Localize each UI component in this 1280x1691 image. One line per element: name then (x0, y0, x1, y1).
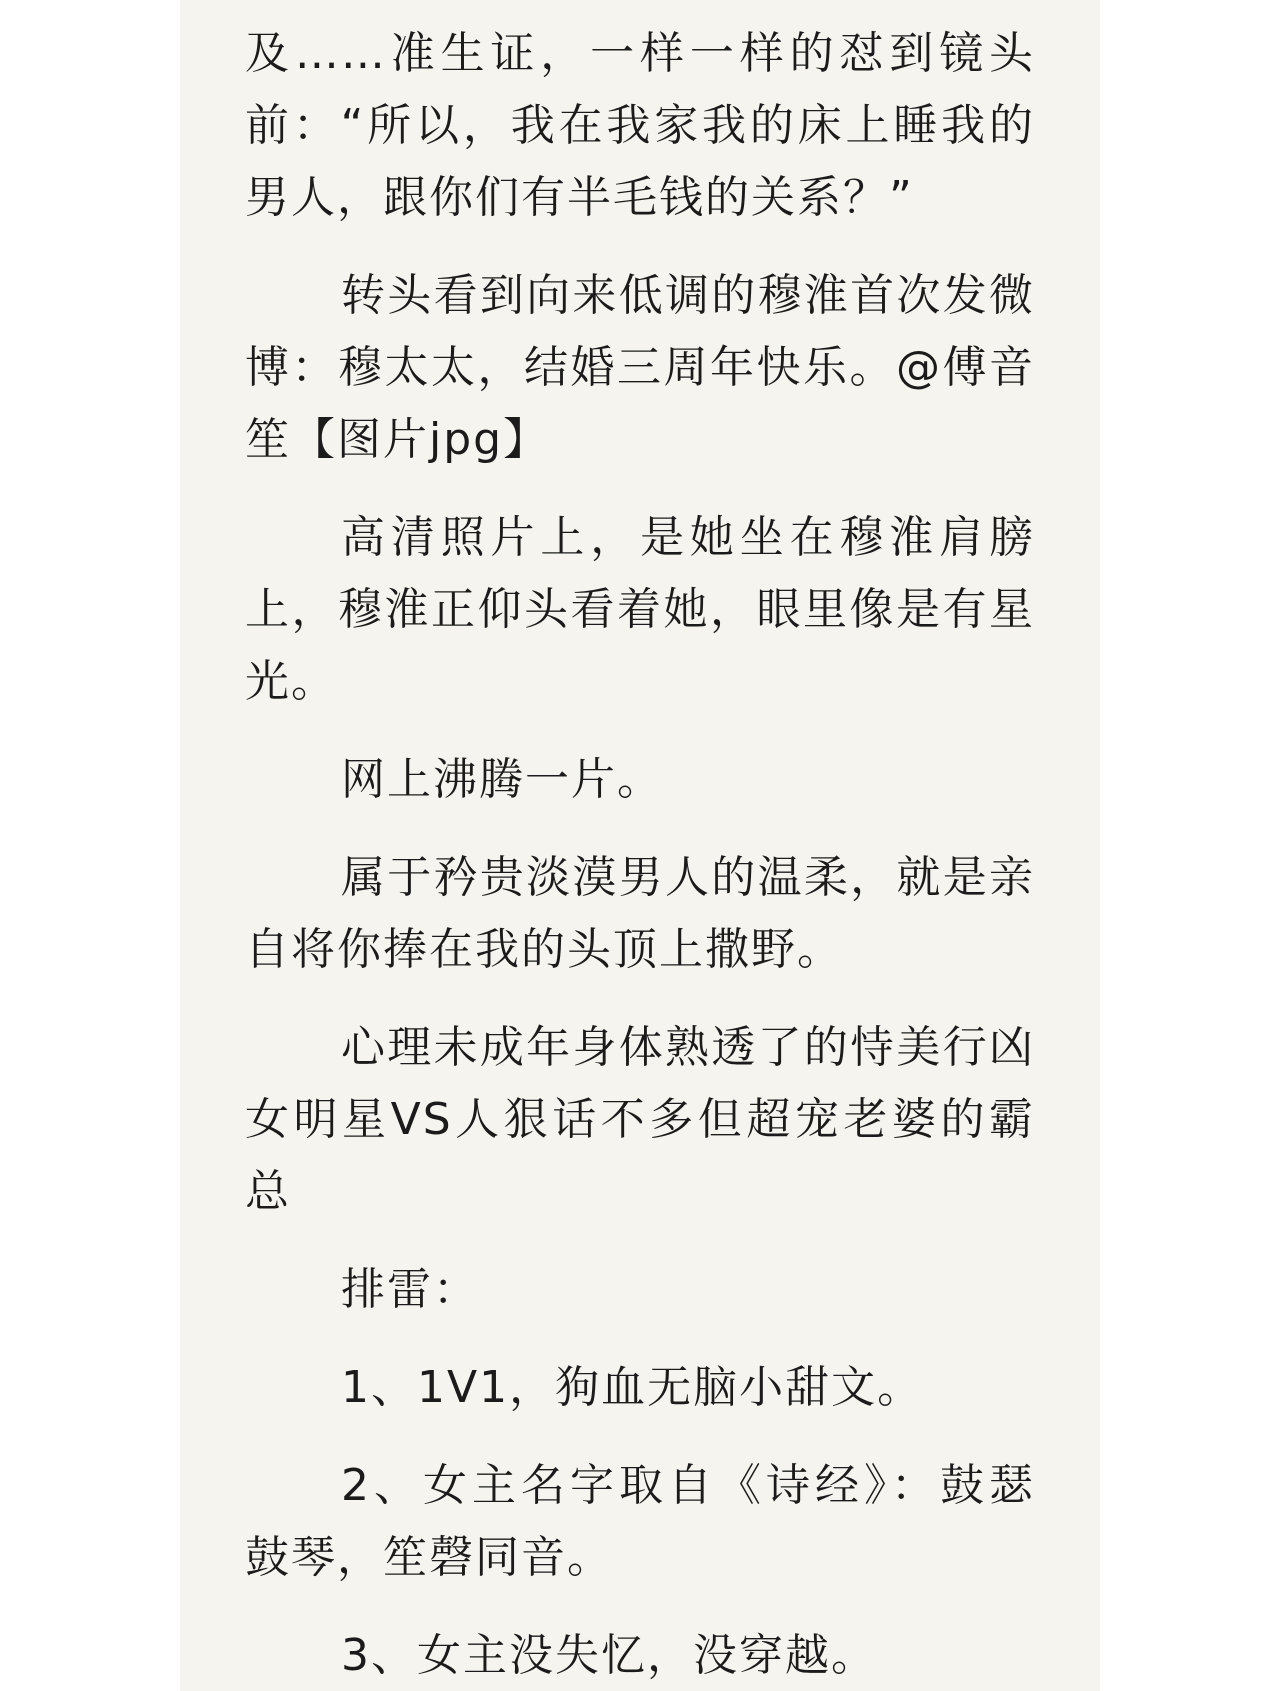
paragraph-9: 2、女主名字取自《诗经》：鼓瑟鼓琴，笙磬同音。 (245, 1460, 1035, 1583)
paragraph-6: 心理未成年身体熟透了的恃美行凶女明星VS人狠话不多但超宠老婆的霸总 (245, 1022, 1035, 1217)
paragraph-10: 3、女主没失忆，没穿越。 (341, 1630, 877, 1681)
paragraph-4: 网上沸腾一片。 (341, 754, 663, 805)
paragraph-1: 及……准生证，一样一样的怼到镜头前：“所以，我在我家我的床上睡我的男人，跟你们有半毛钱的关系？” (245, 28, 1035, 223)
paragraph-5: 属于矜贵淡漠男人的温柔，就是亲自将你捧在我的头顶上撒野。 (245, 852, 1035, 975)
paragraph-3: 高清照片上，是她坐在穆淮肩膀上，穆淮正仰头看着她，眼里像是有星光。 (245, 512, 1035, 707)
paragraph-8: 1、1V1，狗血无脑小甜文。 (341, 1362, 924, 1413)
reader-page[interactable] (180, 0, 1100, 1691)
reader-content (245, 18, 1035, 1691)
paragraph-7: 排雷： (341, 1264, 479, 1315)
paragraph-2: 转头看到向来低调的穆淮首次发微博：穆太太，结婚三周年快乐。@傅音笙【图片jpg】 (245, 270, 1035, 465)
